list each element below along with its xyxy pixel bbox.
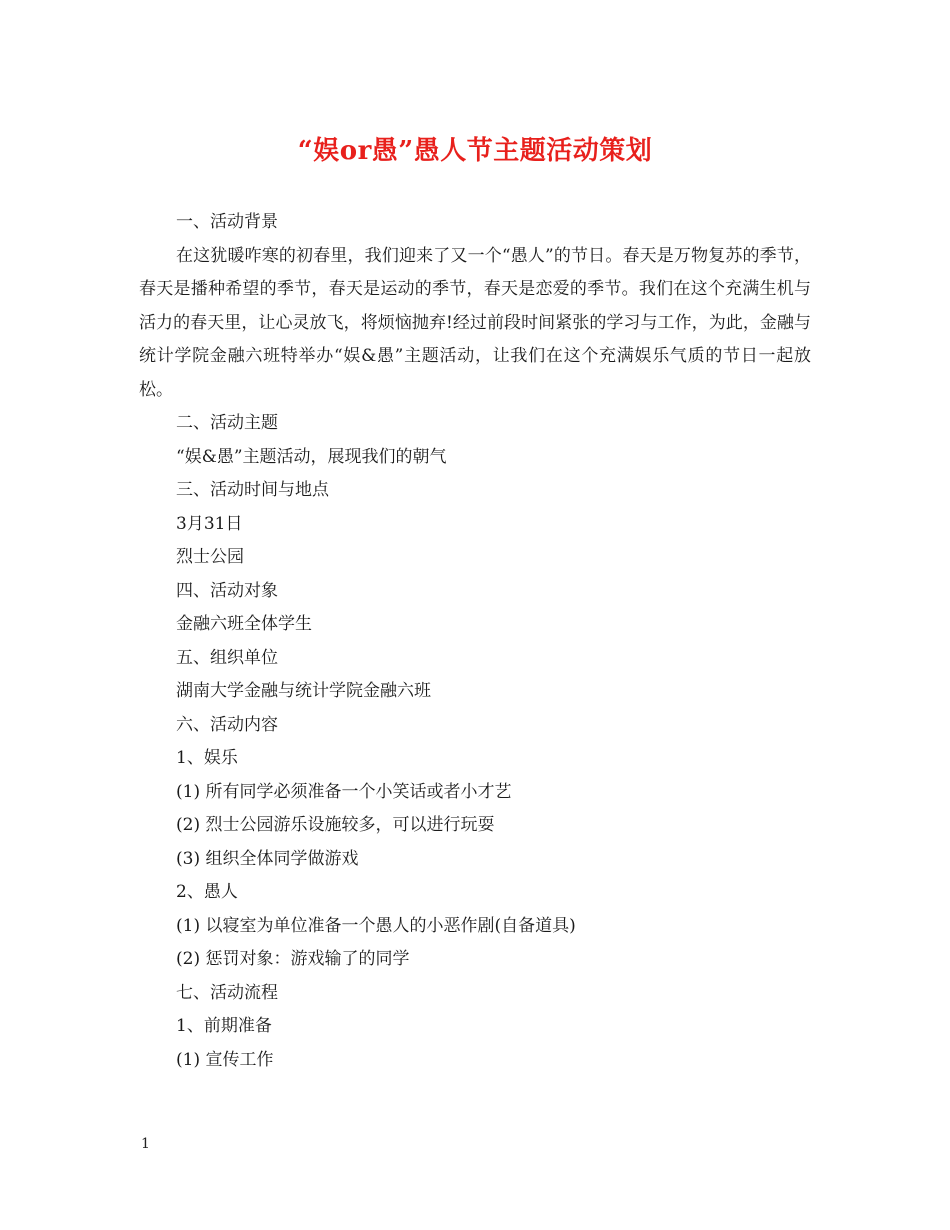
subheading: 1、娱乐 [176, 748, 238, 768]
text-line: 3月31日 [176, 513, 243, 534]
list-item: (1) 所有同学必须准备一个小笑话或者小才艺 [176, 781, 512, 802]
subheading: 1、前期准备 [176, 1016, 272, 1036]
list-item: (2) 烈士公园游乐设施较多，可以进行玩耍 [176, 815, 495, 835]
list-item: (2) 惩罚对象：游戏输了的同学 [176, 949, 410, 969]
list-item: (3) 组织全体同学做游戏 [176, 848, 359, 869]
section-heading-content: 六、活动内容 [176, 714, 278, 735]
section-heading-process: 七、活动流程 [176, 982, 278, 1003]
list-item: (1) 宣传工作 [176, 1049, 274, 1070]
section-heading-theme: 二、活动主题 [176, 413, 278, 433]
section-heading-time-place: 三、活动时间与地点 [176, 480, 329, 500]
section-heading-organizer: 五、组织单位 [176, 647, 278, 668]
section-heading-target: 四、活动对象 [176, 580, 278, 601]
page-number: 1 [141, 1136, 150, 1152]
list-item: (1) 以寝室为单位准备一个愚人的小恶作剧(自备道具) [176, 915, 576, 936]
text-line: 金融六班全体学生 [176, 614, 312, 634]
text-line: “娱&愚”主题活动，展现我们的朝气 [176, 446, 447, 467]
page-title: “娱or愚”愚人节主题活动策划 [297, 136, 653, 166]
document-body [139, 206, 811, 1077]
subheading: 2、愚人 [176, 882, 238, 902]
background-paragraph: 在这犹暖咋寒的初春里，我们迎来了又一个“愚人”的节日。春天是万物复苏的季节，春天是播种希望的季节，春天是运动的季节，春天是恋爱的季节。我们在这个充满生机与活力的春天里，让心灵放飞，将烦恼抛弃!经过前段时间紧张的学习与工作，为此，金融与统计学院金融六班特举办“娱&愚”主题活动，让我们在这个充满娱乐气质的节日一起放松。 [139, 245, 811, 400]
text-line: 烈士公园 [176, 547, 244, 567]
section-heading-background: 一、活动背景 [176, 212, 278, 232]
text-line: 湖南大学金融与统计学院金融六班 [176, 681, 431, 701]
